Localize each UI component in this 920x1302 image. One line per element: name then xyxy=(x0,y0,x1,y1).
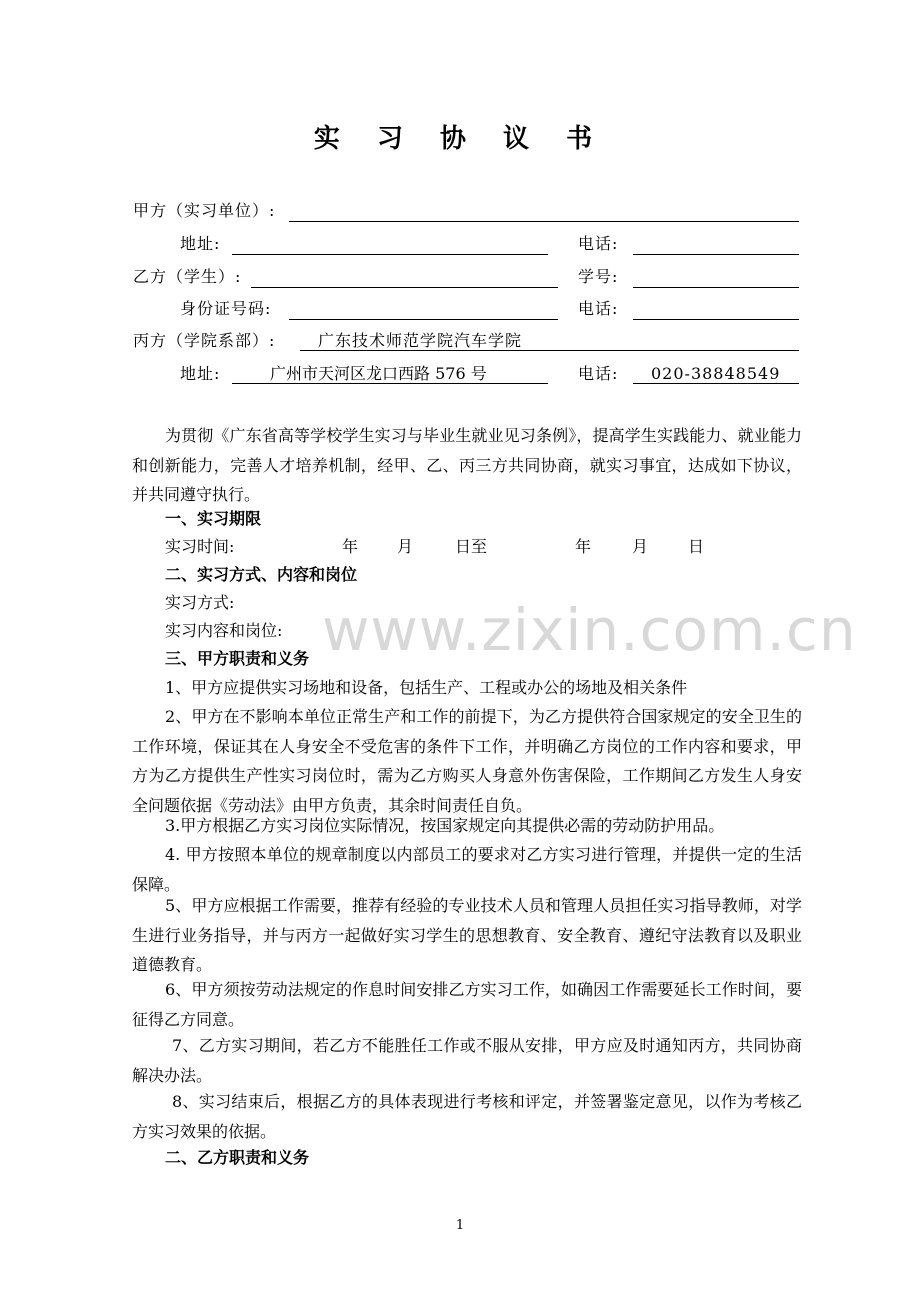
id-number-field[interactable] xyxy=(289,299,558,320)
party-c-address-field[interactable]: 广州市天河区龙口西路 576 号 xyxy=(232,364,548,384)
section-3-heading: 三、甲方职责和义务 xyxy=(165,649,310,668)
student-no-label: 学号: xyxy=(578,267,619,286)
end-day-label: 日 xyxy=(688,537,705,556)
party-a-phone-label: 电话: xyxy=(578,234,619,253)
party-b-label: 乙方（学生）: xyxy=(133,267,242,286)
party-a-address-field[interactable] xyxy=(232,234,548,255)
start-day-label: 日至 xyxy=(455,537,488,556)
duty-item-3: 3.甲方根据乙方实习岗位实际情况，按国家规定向其提供必需的劳动防护用品。 xyxy=(165,816,725,835)
party-a-label: 甲方（实习单位）: xyxy=(133,201,276,220)
party-a-field[interactable] xyxy=(289,201,799,222)
section-1-heading: 一、实习期限 xyxy=(165,509,262,528)
party-a-phone-field[interactable] xyxy=(633,234,799,255)
watermark-text: www.zixin.com.cn xyxy=(322,596,857,664)
party-b-field[interactable] xyxy=(251,267,558,288)
start-month-label: 月 xyxy=(397,537,414,556)
duty-item-4: 4. 甲方按照本单位的规章制度以内部员工的要求对乙方实习进行管理，并提供一定的生活保障。 xyxy=(132,845,802,894)
party-c-phone-label: 电话: xyxy=(578,364,619,383)
section-2-heading: 二、实习方式、内容和岗位 xyxy=(165,565,358,584)
end-month-label: 月 xyxy=(632,537,649,556)
party-c-phone-field[interactable]: 020-38848549 xyxy=(633,364,799,384)
duty-item-6: 6、甲方须按劳动法规定的作息时间安排乙方实习工作，如确因工作需要延长工作时间，要征得乙方同意。 xyxy=(132,980,802,1029)
duty-item-2: 2、甲方在不影响本单位正常生产和工作的前提下，为乙方提供符合国家规定的安全卫生的工作环境，保证其在人身安全不受危害的条件下工作，并明确乙方岗位的工作内容和要求，甲方为乙方提供生产性实习岗位时，需为乙方购买人身意外伤害保险，工作期间乙方发生人身安全问题依据《劳动法》由甲方负责，其余时间责任自负。 xyxy=(132,707,802,815)
id-number-label: 身份证号码: xyxy=(180,299,272,318)
party-c-field[interactable]: 广东技术师范学院汽车学院 xyxy=(300,331,799,351)
party-b-phone-label: 电话: xyxy=(578,299,619,318)
party-b-phone-field[interactable] xyxy=(633,299,799,320)
student-no-field[interactable] xyxy=(633,267,799,288)
internship-time-label: 实习时间: xyxy=(165,537,235,556)
start-year-label: 年 xyxy=(342,537,359,556)
internship-content-label: 实习内容和岗位: xyxy=(165,621,283,640)
party-c-address-label: 地址: xyxy=(180,364,221,383)
end-year-label: 年 xyxy=(575,537,592,556)
page-number: 1 xyxy=(455,1218,465,1233)
document-title: 实 习 协 议 书 xyxy=(313,124,607,154)
party-a-address-label: 地址: xyxy=(180,234,221,253)
intro-paragraph: 为贯彻《广东省高等学校学生实习与毕业生就业见习条例》，提高学生实践能力、就业能力和创新能力，完善人才培养机制，经甲、乙、丙三方共同协商，就实习事宜，达成如下协议，并共同遵守执行。 xyxy=(132,426,802,504)
duty-item-7: 7、乙方实习期间，若乙方不能胜任工作或不服从安排，甲方应及时通知丙方，共同协商解决办法。 xyxy=(132,1036,802,1085)
party-c-label: 丙方（学院系部）: xyxy=(133,331,276,350)
section-4-heading: 二、乙方职责和义务 xyxy=(165,1148,310,1167)
duty-item-1: 1、甲方应提供实习场地和设备，包括生产、工程或办公的场地及相关条件 xyxy=(165,678,688,697)
duty-item-8: 8、实习结束后，根据乙方的具体表现进行考核和评定，并签署鉴定意见，以作为考核乙方实习效果的依据。 xyxy=(132,1092,802,1141)
internship-method-label: 实习方式: xyxy=(165,593,235,612)
duty-item-5: 5、甲方应根据工作需要，推荐有经验的专业技术人员和管理人员担任实习指导教师，对学生进行业务指导，并与丙方一起做好实习学生的思想教育、安全教育、遵纪守法教育以及职业道德教育。 xyxy=(132,896,802,974)
